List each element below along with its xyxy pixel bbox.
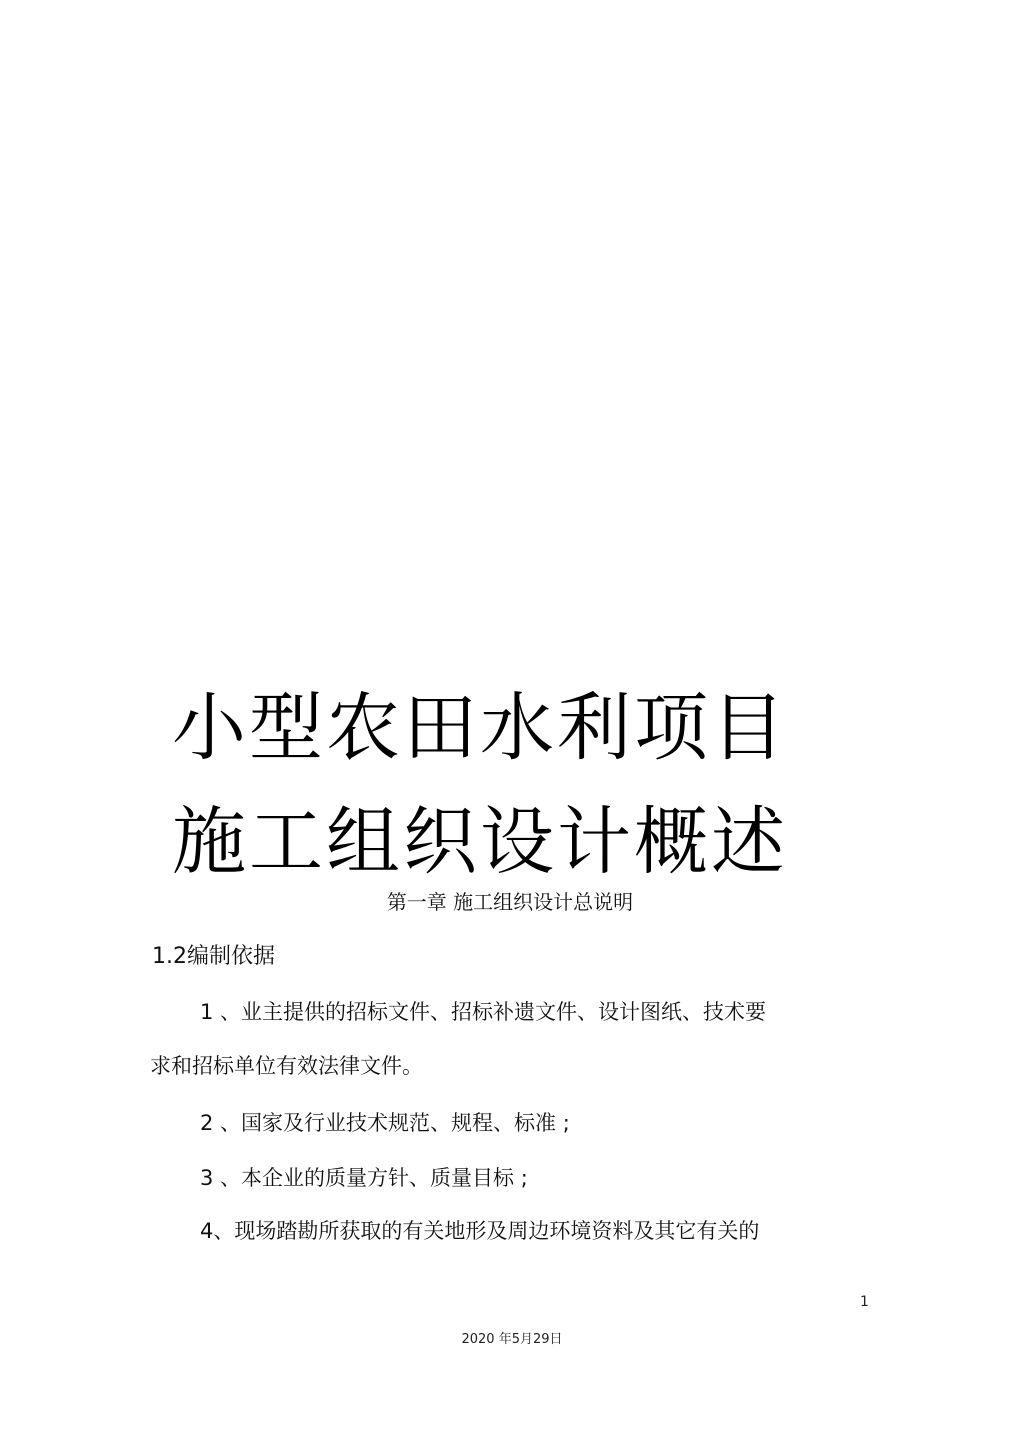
basis-item-4: 4、现场踏勘所获取的有关地形及周边环境资料及其它有关的 [200,1219,760,1243]
basis-item-2: 2 、国家及行业技术规范、规程、标准 ; [200,1111,570,1135]
section-heading: 1.2编制依据 [152,944,275,969]
chapter-heading: 第一章 施工组织设计总说明 [386,890,634,914]
page-number: 1 [860,1294,869,1310]
document-title-line-1: 小型农田水利项目 [172,685,788,771]
document-title-line-2: 施工组织设计概述 [172,799,788,885]
basis-item-1-line-1: 1 、业主提供的招标文件、招标补遗文件、设计图纸、技术要 [200,1000,767,1024]
basis-item-3: 3 、本企业的质量方针、质量目标 ; [200,1166,528,1190]
footer-date: 2020 年5月29日 [461,1332,563,1347]
basis-item-1-line-2: 求和招标单位有效法律文件。 [150,1054,423,1078]
